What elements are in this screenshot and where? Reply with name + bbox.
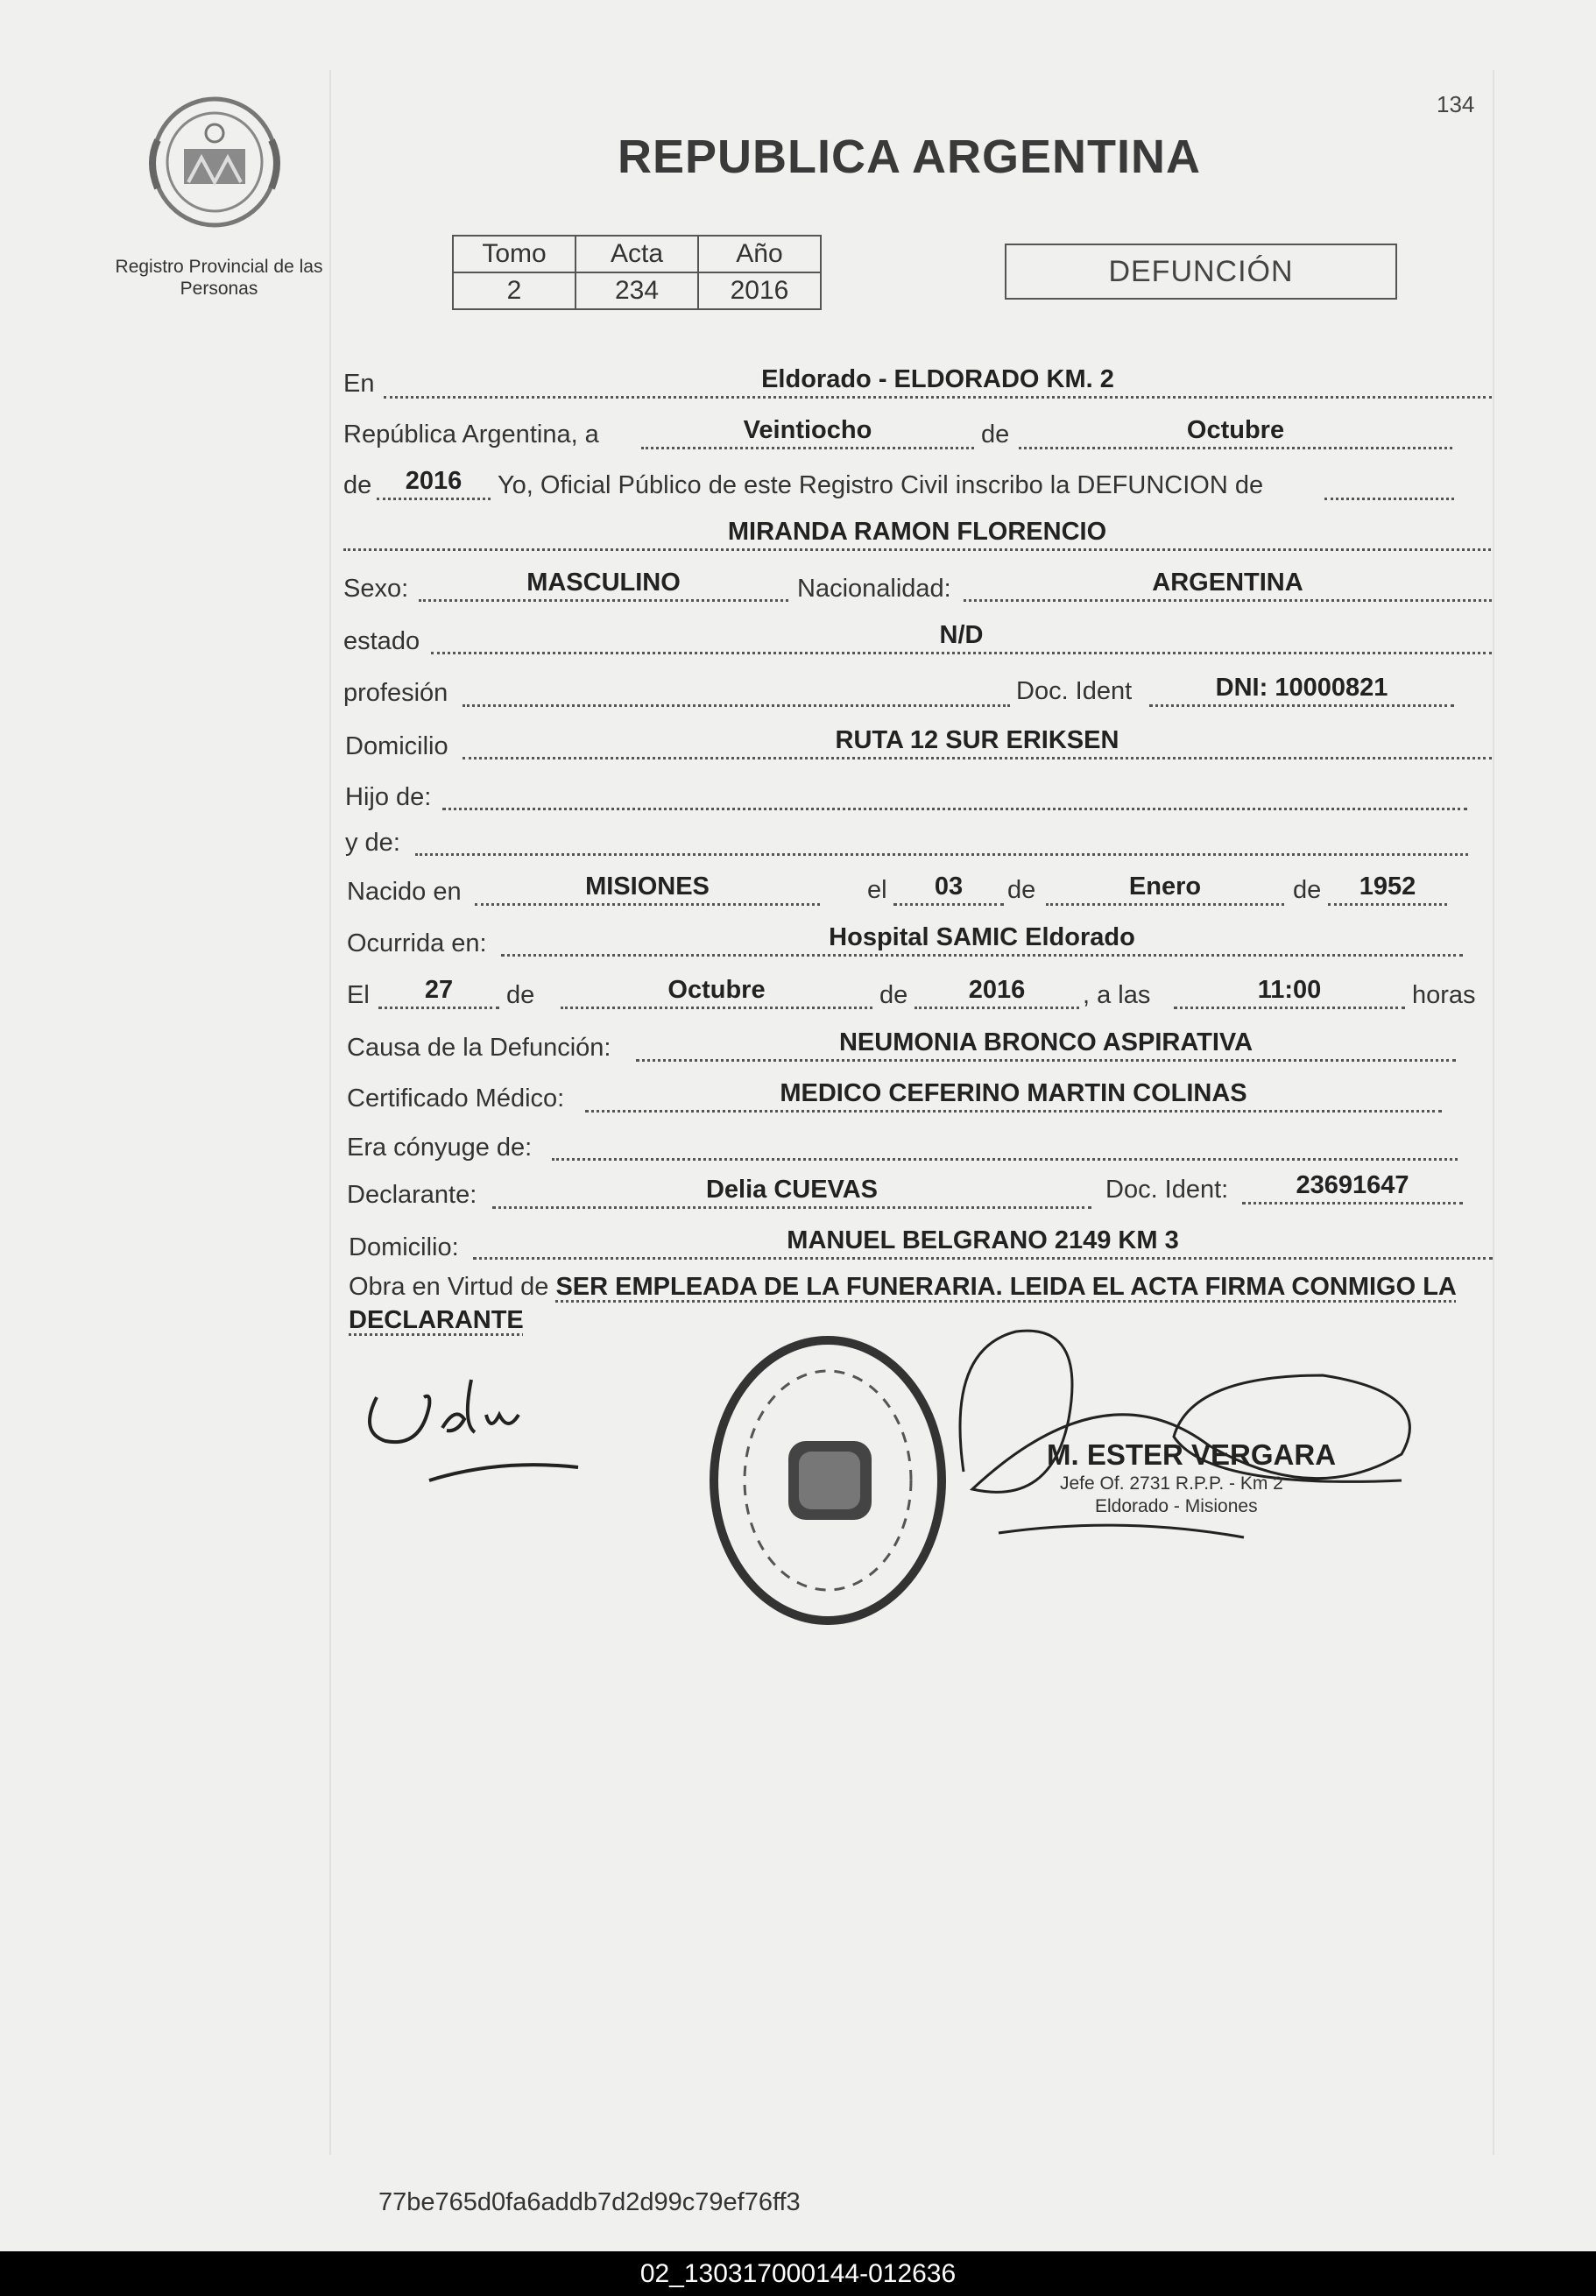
field-nacido-en: MISIONES: [475, 871, 820, 906]
field-domicilio: RUTA 12 SUR ERIKSEN: [463, 724, 1492, 759]
province-crest-logo: [140, 88, 289, 237]
label-obra: Obra en Virtud de: [349, 1273, 549, 1301]
label-causa: Causa de la Defunción:: [347, 1034, 611, 1062]
field-sexo: MASCULINO: [419, 567, 788, 602]
field-nac-dia: 03: [893, 871, 1004, 906]
field-def-mes: Octubre: [561, 974, 872, 1009]
declarant-signature: [359, 1345, 596, 1502]
field-mes: Octubre: [1019, 414, 1452, 449]
label-republica: República Argentina, a: [343, 420, 599, 449]
label-nacionalidad: Nacionalidad:: [797, 575, 951, 603]
label-profesion: profesión: [343, 679, 448, 707]
label-el-cap: El: [347, 981, 370, 1009]
official-stamp: [701, 1327, 955, 1634]
label-nacido-en: Nacido en: [347, 878, 462, 906]
label-de-6: de: [879, 981, 908, 1009]
field-declarante-doc: 23691647: [1242, 1169, 1463, 1205]
field-blank-1: [1324, 465, 1454, 500]
document-hash: 77be765d0fa6addb7d2d99c79ef76ff3: [378, 2188, 801, 2216]
field-def-anio: 2016: [915, 974, 1079, 1009]
official-name: M. ESTER VERGARA: [1047, 1438, 1337, 1471]
label-horas: horas: [1412, 981, 1476, 1009]
label-en: En: [343, 370, 375, 398]
label-certificado: Certificado Médico:: [347, 1084, 565, 1113]
registro-label: Registro Provincial de las Personas: [115, 257, 323, 299]
record-type-box: DEFUNCIÓN: [1005, 244, 1397, 300]
field-estado: N/D: [431, 619, 1492, 654]
field-profesion: [463, 672, 1010, 707]
field-nombre: MIRANDA RAMON FLORENCIO: [343, 516, 1491, 551]
field-lugar: Eldorado - ELDORADO KM. 2: [384, 364, 1492, 399]
field-y-de: [415, 821, 1468, 856]
label-de-4: de: [1293, 876, 1322, 904]
label-yo: Yo, Oficial Público de este Registro Civil inscribo la DEFUNCION de: [498, 471, 1264, 499]
field-nac-mes: Enero: [1046, 871, 1284, 906]
field-causa: NEUMONIA BRONCO ASPIRATIVA: [636, 1027, 1456, 1062]
document-title: REPUBLICA ARGENTINA: [618, 131, 1201, 183]
reference-table: [452, 235, 822, 310]
label-de-1: de: [981, 420, 1010, 449]
label-hijo-de: Hijo de:: [345, 783, 432, 811]
label-de-2: de: [343, 471, 372, 499]
label-de-3: de: [1007, 876, 1036, 904]
field-def-hora: 11:00: [1174, 974, 1405, 1009]
label-sexo: Sexo:: [343, 575, 409, 603]
ref-header-tomo: Tomo: [453, 236, 576, 272]
label-domicilio-decl: Domicilio:: [349, 1233, 459, 1261]
label-domicilio: Domicilio: [345, 732, 448, 760]
page-number: 134: [1437, 91, 1475, 117]
margin-line-right: [1493, 70, 1494, 2155]
official-signature-block: [946, 1314, 1437, 1559]
label-estado: estado: [343, 627, 420, 655]
ref-value-acta: 234: [576, 272, 698, 309]
field-declarante: Delia CUEVAS: [492, 1174, 1091, 1209]
label-de-5: de: [506, 981, 535, 1009]
margin-line-left: [329, 70, 331, 2155]
label-declarante: Declarante:: [347, 1181, 477, 1209]
label-ocurrida-en: Ocurrida en:: [347, 929, 487, 957]
field-doc-ident: DNI: 10000821: [1149, 672, 1454, 707]
ref-header-acta: Acta: [576, 236, 698, 272]
field-certificado: MEDICO CEFERINO MARTIN COLINAS: [585, 1077, 1442, 1113]
label-y-de: y de:: [345, 829, 400, 857]
label-el: el: [867, 876, 887, 904]
field-anio: 2016: [377, 465, 491, 500]
label-conyuge: Era cónyuge de:: [347, 1134, 533, 1162]
label-doc-ident: Doc. Ident: [1016, 677, 1133, 705]
field-hijo-de: [442, 775, 1467, 810]
footer-id-bar: 02_130317000144-012636: [0, 2251, 1596, 2296]
official-location: Eldorado - Misiones: [1095, 1496, 1258, 1516]
field-conyuge: [552, 1126, 1458, 1161]
official-title: Jefe Of. 2731 R.P.P. - Km 2: [1060, 1473, 1283, 1494]
label-doc-ident-decl: Doc. Ident:: [1105, 1176, 1229, 1204]
label-a-las: , a las: [1083, 981, 1151, 1009]
field-declarante-domicilio: MANUEL BELGRANO 2149 KM 3: [473, 1225, 1493, 1260]
ref-value-anio: 2016: [698, 272, 821, 309]
official-signature-scribble: [946, 1314, 1437, 1559]
field-dia: Veintiocho: [641, 414, 974, 449]
field-ocurrida-en: Hospital SAMIC Eldorado: [501, 922, 1463, 957]
ref-value-tomo: 2: [453, 272, 576, 309]
field-def-dia: 27: [378, 974, 499, 1009]
field-nacionalidad: ARGENTINA: [964, 567, 1492, 602]
field-nac-anio: 1952: [1328, 871, 1447, 906]
ref-header-anio: Año: [698, 236, 821, 272]
field-obra: SER EMPLEADA DE LA FUNERARIA. LEIDA EL ACTA FIRMA CONMIGO LA DECLARANTE: [349, 1273, 1457, 1334]
